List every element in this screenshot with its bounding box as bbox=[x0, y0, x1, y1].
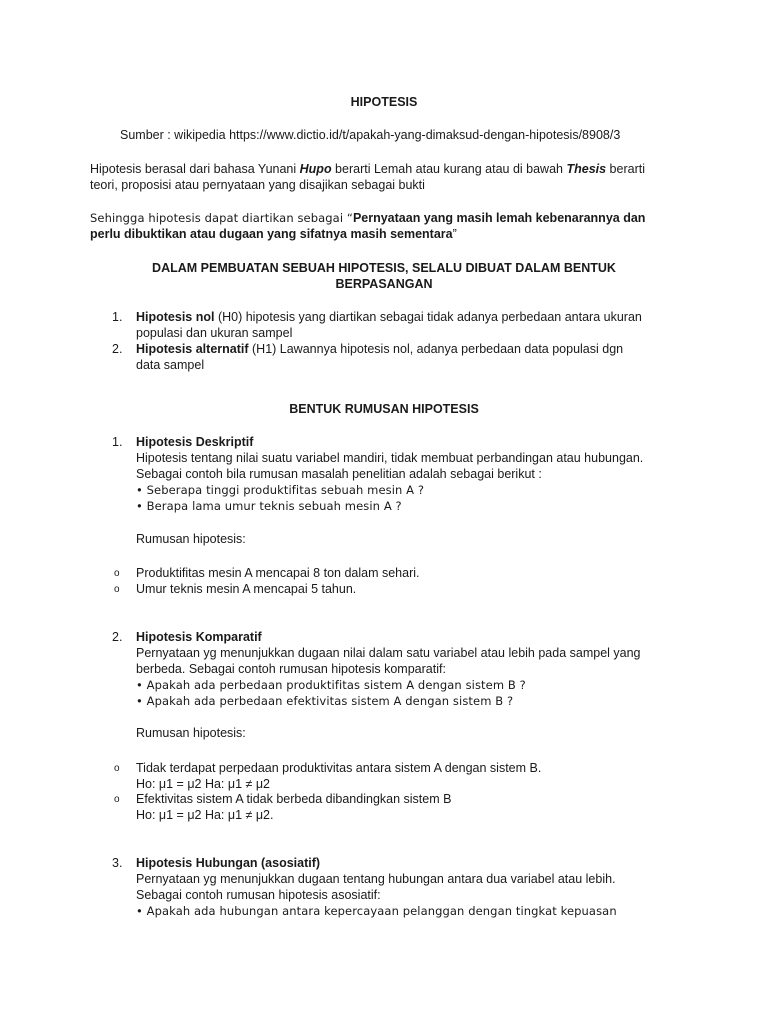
list-number: 3. bbox=[112, 856, 123, 870]
h0-desc: (H0) hipotesis yang diartikan sebagai tidak adanya perbedaan antara ukuran bbox=[214, 310, 642, 324]
hubungan-line1: Pernyataan yg menunjukkan dugaan tentang hubungan antara dua variabel atau lebih. bbox=[136, 872, 616, 886]
intro-hupo: Hupo bbox=[299, 162, 332, 176]
list-number: 2. bbox=[112, 342, 123, 356]
komparatif-rumusan-2 bbox=[136, 791, 681, 823]
deskriptif-rumusan-2: Umur teknis mesin A mencapai 5 tahun. bbox=[136, 582, 357, 596]
deskriptif-rumusan-1: Produktifitas mesin A mencapai 8 ton dalam sehari. bbox=[136, 566, 420, 580]
list-item-h1 bbox=[136, 341, 681, 373]
komparatif-rumusan-2-text: Efektivitas sistem A tidak berbeda dibandingkan sistem B bbox=[136, 792, 452, 806]
deskriptif-title: Hipotesis Deskriptif bbox=[136, 435, 254, 449]
h0-label: Hipotesis nol bbox=[136, 310, 215, 324]
bullet-marker: o bbox=[114, 568, 120, 579]
komparatif-title: Hipotesis Komparatif bbox=[136, 630, 262, 644]
komparatif-rumusan-1 bbox=[136, 760, 681, 792]
komparatif-rumusan-1-formula: Ho: μ1 = μ2 Ha: μ1 ≠ μ2 bbox=[136, 777, 270, 791]
intro-thesis: Thesis bbox=[566, 162, 607, 176]
h1-label: Hipotesis alternatif bbox=[136, 342, 249, 356]
section1-heading bbox=[90, 260, 678, 292]
intro-text-2: berarti Lemah atau kurang atau di bawah bbox=[331, 162, 567, 176]
deskriptif-line2: Sebagai contoh bila rumusan masalah penelitian adalah sebagai berikut : bbox=[136, 467, 542, 481]
deskriptif-question-2: • Berapa lama umur teknis sebuah mesin A ? bbox=[136, 499, 402, 513]
h1-desc: (H1) Lawannya hipotesis nol, adanya perbedaan data populasi dgn bbox=[248, 342, 624, 356]
h1-desc-line2: data sampel bbox=[136, 358, 205, 372]
deskriptif-line1: Hipotesis tentang nilai suatu variabel mandiri, tidak membuat perbandingan atau hubungan. bbox=[136, 451, 644, 465]
komparatif-line2: berbeda. Sebagai contoh rumusan hipotesis komparatif: bbox=[136, 662, 446, 676]
intro-text-3: berarti bbox=[606, 162, 645, 176]
section2-heading: BENTUK RUMUSAN HIPOTESIS bbox=[289, 402, 479, 416]
komparatif-question-1: • Apakah ada perbedaan produktifitas sistem A dengan sistem B ? bbox=[136, 678, 526, 692]
intro-text-1: Hipotesis berasal dari bahasa Yunani bbox=[90, 162, 300, 176]
conclusion-paragraph bbox=[90, 210, 690, 242]
komparatif-question-2: • Apakah ada perbedaan efektivitas sistem A dengan sistem B ? bbox=[136, 694, 514, 708]
conclusion-bold-2: perlu dibuktikan atau dugaan yang sifatnya masih sementara bbox=[90, 227, 453, 241]
komparatif-rumusan-label: Rumusan hipotesis: bbox=[136, 726, 246, 740]
section1-heading-line1: DALAM PEMBUATAN SEBUAH HIPOTESIS, SELALU DIBUAT DALAM BENTUK bbox=[152, 261, 616, 275]
list-number: 1. bbox=[112, 310, 123, 324]
bullet-marker: o bbox=[114, 763, 120, 774]
list-item-h0 bbox=[136, 309, 681, 341]
list-number: 1. bbox=[112, 435, 123, 449]
komparatif-line1: Pernyataan yg menunjukkan dugaan nilai dalam satu variabel atau lebih pada sampel yang bbox=[136, 646, 641, 660]
bullet-marker: o bbox=[114, 584, 120, 595]
hubungan-title: Hipotesis Hubungan (asosiatif) bbox=[136, 856, 321, 870]
bullet-marker: o bbox=[114, 794, 120, 805]
komparatif-rumusan-1-text: Tidak terdapat perpedaan produktivitas antara sistem A dengan sistem B. bbox=[136, 761, 542, 775]
intro-text-line2: teori, proposisi atau pernyataan yang disajikan sebagai bukti bbox=[90, 178, 425, 192]
deskriptif-question-1: • Seberapa tinggi produktifitas sebuah mesin A ? bbox=[136, 483, 425, 497]
conclusion-bold-1: Pernyataan yang masih lemah kebenarannya dan bbox=[352, 211, 646, 225]
h0-desc-line2: populasi dan ukuran sampel bbox=[136, 326, 293, 340]
conclusion-close: ” bbox=[452, 227, 457, 241]
source-line: Sumber : wikipedia https://www.dictio.id/t/apakah-yang-dimaksud-dengan-hipotesis/8908/3 bbox=[120, 128, 621, 142]
hubungan-question-1: • Apakah ada hubungan antara kepercayaan pelanggan dengan tingkat kepuasan bbox=[136, 904, 617, 918]
list-number: 2. bbox=[112, 630, 123, 644]
hubungan-block bbox=[136, 855, 681, 919]
page-title: HIPOTESIS bbox=[350, 95, 418, 109]
deskriptif-block bbox=[136, 434, 681, 514]
deskriptif-rumusan-label: Rumusan hipotesis: bbox=[136, 532, 246, 546]
intro-paragraph bbox=[90, 161, 690, 193]
hubungan-line2: Sebagai contoh rumusan hipotesis asosiatif: bbox=[136, 888, 381, 902]
conclusion-lead: Sehingga hipotesis dapat diartikan sebagai “ bbox=[90, 211, 353, 225]
komparatif-block bbox=[136, 629, 681, 709]
komparatif-rumusan-2-formula: Ho: μ1 = μ2 Ha: μ1 ≠ μ2. bbox=[136, 808, 274, 822]
section1-heading-line2: BERPASANGAN bbox=[335, 277, 433, 291]
